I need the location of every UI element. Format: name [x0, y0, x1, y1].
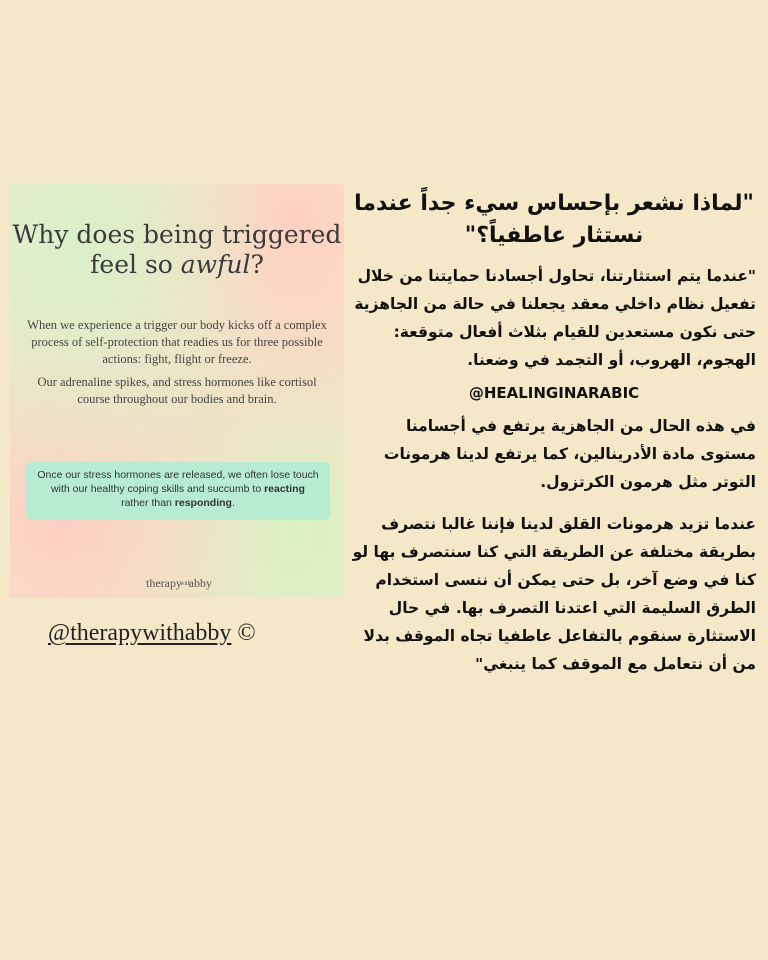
callout-bold-responding: responding [174, 497, 232, 509]
card-title-line2-post: ? [250, 250, 264, 279]
arabic-title: "لماذا نشعر بإحساس سيء جداً عندما نستثار عاطفياً؟" [354, 191, 754, 248]
arabic-paragraph-2: في هذه الحال من الجاهزية يرتفع في أجسامنا مستوى مادة الأدرينالين، كما يرتفع لدينا هرمونات التوتر مثل هرمون الكرتزول. [383, 417, 756, 491]
card-title-line1: Why does being triggered [12, 220, 342, 249]
author-handle-text[interactable]: @therapywithabby [48, 620, 232, 646]
arabic-translation [352, 188, 756, 684]
infographic-card [10, 184, 344, 598]
arabic-source-handle: @HEALINGINARABIC [468, 384, 640, 402]
arabic-paragraph-3: عندما تزيد هرمونات القلق لدينا فإننا غالبا نتصرف بطريقة مختلفة عن الطريقة التي كنا سنتصرف بها لو كنا في وضع آخر، بل حتى يمكن أن ننسى استخدام الطرق السليمة التي اعتدنا التصرف بها. في حال الاستثارة سنقوم بالتفاعل عاطفيا تجاه الموقف بدلا من أن نتعامل مع الموقف كما ينبغي" [352, 515, 756, 673]
card-logo [146, 576, 226, 591]
copyright-symbol: © [237, 620, 256, 646]
card-callout [26, 462, 330, 520]
card-paragraph-2: Our adrenaline spikes, and stress hormones like cortisol course throughout our bodies and brain. [37, 375, 317, 406]
card-title-emphasis: awful [180, 250, 251, 279]
card-title-line2-pre: feel so [90, 250, 181, 279]
callout-bold-reacting: reacting [264, 483, 305, 495]
card-title [10, 220, 344, 280]
callout-text-post: . [231, 497, 235, 509]
logo-part-with: with [179, 581, 191, 587]
arabic-paragraph-1: "عندما يتم استثارتنا، تحاول أجسادنا حمايتنا من خلال تفعيل نظام داخلي معقد يجعلنا في حالة من الجاهزية حتى نكون مستعدين للقيام بثلاث أفعال متوقعة: الهجوم، الهروب، أو التجمد في وضعنا. [354, 267, 756, 369]
logo-part-b: abby [188, 576, 212, 590]
card-title-line2 [10, 250, 344, 280]
logo-part-a: therapy [146, 576, 182, 590]
callout-text-mid: rather than [121, 497, 175, 509]
author-handle [48, 620, 256, 647]
callout-text-pre: Once our stress hormones are released, we often lose touch with our healthy coping skills and succumb to [37, 469, 319, 495]
card-paragraph-1: When we experience a trigger our body kicks off a complex process of self-protection that readies us for three possible actions: fight, flight or freeze. [27, 318, 327, 366]
